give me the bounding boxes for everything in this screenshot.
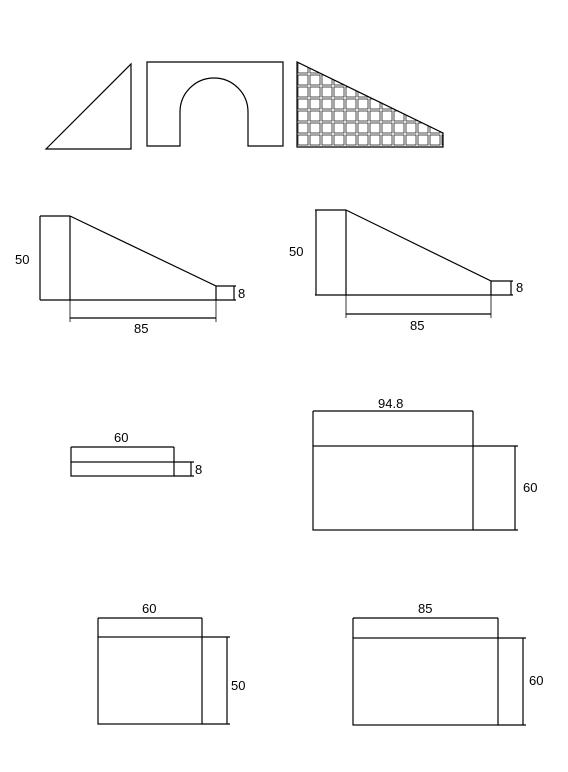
dim-length xyxy=(98,601,202,618)
dim-height xyxy=(515,446,537,530)
tile xyxy=(394,135,404,145)
tile xyxy=(346,147,356,157)
tile xyxy=(406,63,416,73)
length-label: 85 xyxy=(410,318,425,333)
dim-height xyxy=(289,210,316,295)
face-view-small xyxy=(98,601,245,724)
tile xyxy=(298,135,308,145)
length-label: 85 xyxy=(134,321,149,336)
tile xyxy=(382,87,392,97)
tile xyxy=(334,135,344,145)
tile xyxy=(322,87,332,97)
tile xyxy=(346,123,356,133)
tile xyxy=(346,135,356,145)
tile xyxy=(442,87,452,97)
face-view-wide xyxy=(353,601,543,725)
side-view-right xyxy=(289,210,523,333)
length-label: 60 xyxy=(114,430,129,445)
dim-length xyxy=(353,601,498,618)
length-label: 94.8 xyxy=(378,396,404,411)
tile xyxy=(310,135,320,145)
dim-step xyxy=(511,280,523,295)
tile xyxy=(418,135,428,145)
dim-length xyxy=(346,314,491,333)
tile-grid xyxy=(298,63,452,157)
tile xyxy=(358,123,368,133)
height-label: 60 xyxy=(523,480,538,495)
tile xyxy=(418,87,428,97)
tile xyxy=(442,147,452,157)
tile xyxy=(358,99,368,109)
tile xyxy=(310,99,320,109)
tile xyxy=(370,87,380,97)
tile xyxy=(418,75,428,85)
tile xyxy=(322,63,332,73)
tile xyxy=(430,99,440,109)
side-view-left xyxy=(15,216,245,336)
tile xyxy=(382,63,392,73)
tile xyxy=(442,75,452,85)
tile xyxy=(334,99,344,109)
tile xyxy=(442,123,452,133)
dim-height xyxy=(227,637,245,724)
strip-view xyxy=(71,430,202,477)
dim-length xyxy=(70,318,216,336)
tile xyxy=(370,123,380,133)
large-face-view xyxy=(313,396,537,530)
tile xyxy=(322,147,332,157)
tile xyxy=(406,123,416,133)
tile xyxy=(382,135,392,145)
tile xyxy=(394,123,404,133)
height-label: 50 xyxy=(231,678,246,693)
tile xyxy=(358,111,368,121)
dim-thickness xyxy=(191,462,202,477)
tile xyxy=(322,111,332,121)
tile xyxy=(430,87,440,97)
tile xyxy=(298,99,308,109)
thickness-label: 8 xyxy=(195,462,203,477)
tile xyxy=(406,135,416,145)
dim-length xyxy=(313,396,473,411)
tile xyxy=(298,111,308,121)
step-label: 8 xyxy=(238,286,246,301)
tile xyxy=(358,147,368,157)
tile xyxy=(322,123,332,133)
dim-height xyxy=(523,638,543,725)
tile xyxy=(382,111,392,121)
tile xyxy=(334,63,344,73)
arch-pictogram xyxy=(147,62,283,146)
tile xyxy=(310,123,320,133)
tile xyxy=(298,75,308,85)
tile xyxy=(430,75,440,85)
tile xyxy=(394,147,404,157)
tile xyxy=(394,63,404,73)
tile xyxy=(394,99,404,109)
tile xyxy=(370,147,380,157)
tile xyxy=(334,123,344,133)
tile xyxy=(370,75,380,85)
tile xyxy=(346,63,356,73)
tile xyxy=(430,111,440,121)
step-label: 8 xyxy=(516,280,524,295)
tile xyxy=(418,99,428,109)
tile xyxy=(430,135,440,145)
length-label: 60 xyxy=(142,601,157,616)
tiled-ramp-pictogram xyxy=(297,62,452,157)
tile xyxy=(310,87,320,97)
dim-length xyxy=(71,430,174,447)
tile xyxy=(382,75,392,85)
tile xyxy=(322,99,332,109)
height-label: 50 xyxy=(15,252,30,267)
tile xyxy=(322,135,332,145)
height-label: 60 xyxy=(529,673,544,688)
dim-step xyxy=(234,286,245,301)
tile xyxy=(370,135,380,145)
tile xyxy=(334,147,344,157)
tile xyxy=(442,111,452,121)
tile xyxy=(430,63,440,73)
tile xyxy=(310,75,320,85)
tile xyxy=(370,111,380,121)
tile xyxy=(418,147,428,157)
length-label: 85 xyxy=(418,601,433,616)
tile xyxy=(310,111,320,121)
tile xyxy=(346,75,356,85)
tile xyxy=(406,147,416,157)
tile xyxy=(346,99,356,109)
tile xyxy=(394,111,404,121)
tile xyxy=(406,87,416,97)
tile xyxy=(418,111,428,121)
tile xyxy=(406,99,416,109)
tile xyxy=(418,63,428,73)
tile xyxy=(394,87,404,97)
tile xyxy=(382,147,392,157)
tile xyxy=(358,63,368,73)
tile xyxy=(310,63,320,73)
dim-height xyxy=(15,216,40,300)
tile xyxy=(298,87,308,97)
tile xyxy=(442,63,452,73)
tile xyxy=(310,147,320,157)
tile xyxy=(334,111,344,121)
tile xyxy=(442,99,452,109)
tile xyxy=(370,63,380,73)
tile xyxy=(298,147,308,157)
height-label: 50 xyxy=(289,244,304,259)
tile xyxy=(406,75,416,85)
tile xyxy=(394,75,404,85)
tile xyxy=(298,123,308,133)
tile xyxy=(382,123,392,133)
tile xyxy=(346,111,356,121)
tile xyxy=(430,147,440,157)
triangle-pictogram xyxy=(46,64,131,149)
tile xyxy=(358,135,368,145)
tile xyxy=(334,87,344,97)
tile xyxy=(358,75,368,85)
